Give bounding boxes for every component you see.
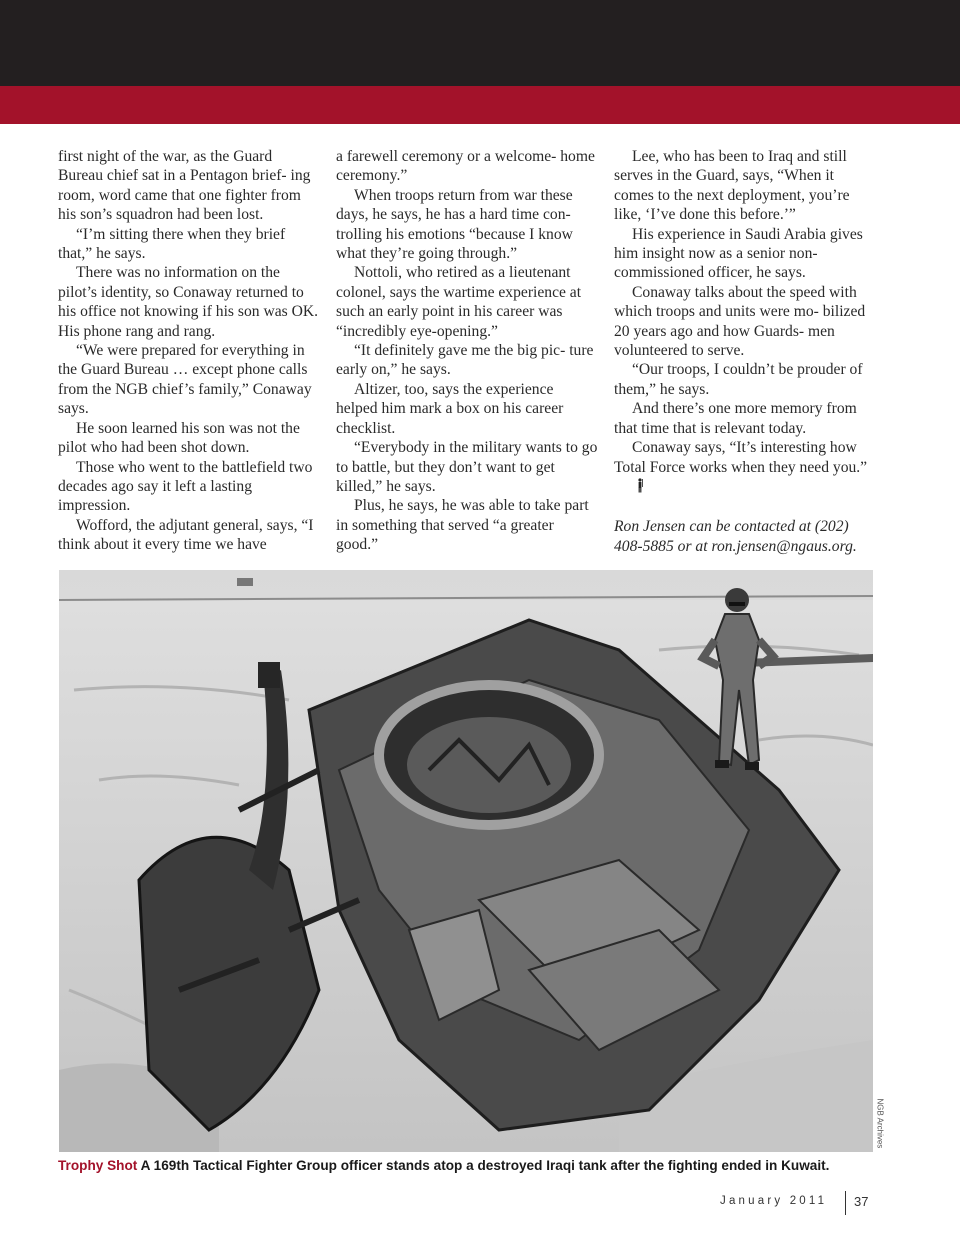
last-paragraph [614, 438, 876, 498]
paragraph: Wofford, the adjutant general, says, “I think about it every time we have [58, 516, 314, 554]
header-black-bar [0, 0, 960, 86]
paragraph: “Everybody in the military wants to go to battle, but they don’t want to get killed,” he says. [336, 439, 598, 495]
paragraph: There was no information on the pilot’s identity, so Conaway returned to his office not knowing if his son was OK. His phone rang and rang. [58, 264, 319, 340]
photo-credit [874, 1100, 886, 1160]
header-red-bar [0, 86, 960, 124]
minuteman-end-icon [618, 478, 644, 498]
paragraph: Lee, who has been to Iraq and still serves in the Guard, says, “When it comes to the next deployment, you’re like, ‘I’ve done this before.’” [614, 148, 850, 224]
photo-caption [58, 1158, 898, 1173]
paragraph: “It definitely gave me the big pic- ture early on,” he says. [336, 342, 594, 379]
paragraph: “I’m sitting there when they brief that,” he says. [58, 225, 286, 263]
caption-lead: Trophy Shot [58, 1158, 138, 1173]
text-column-3 [614, 147, 876, 556]
page-number: 37 [854, 1194, 869, 1209]
paragraph-text: Conaway says, “It’s interesting how Total Force works when they need you.” [614, 439, 868, 476]
paragraph: Nottoli, who retired as a lieutenant colonel, says the wartime experience at such an early point in his career was “incredibly eye-opening.” [336, 264, 582, 340]
paragraph: Plus, he says, he was able to take part in something that served “a greater good.” [336, 497, 589, 554]
paragraph: His experience in Saudi Arabia gives him insight now as a senior non- commissioned officer, he says. [614, 225, 863, 282]
paragraph: And there’s one more memory from that time that is relevant today. [614, 400, 857, 437]
paragraph: He soon learned his son was not the pilot who had been shot down. [58, 419, 300, 457]
caption-text: A 169th Tactical Fighter Group officer stands atop a destroyed Iraqi tank after the fighting ended in Kuwait. [137, 1158, 830, 1173]
text-column-1 [58, 147, 320, 555]
paragraph: Altizer, too, says the experience helped him mark a box on his career checklist. [336, 380, 564, 437]
footer-date: January 2011 [720, 1195, 828, 1207]
text-column-2 [336, 147, 598, 555]
photo-credit-text: NGB Archives [875, 1098, 885, 1149]
paragraph: a farewell ceremony or a welcome- home ceremony.” [336, 148, 595, 185]
paragraph: “Our troops, I couldn’t be prouder of them,” he says. [614, 361, 863, 398]
paragraph: “We were prepared for everything in the Guard Bureau … except phone calls from the NGB chief’s family,” Conaway says. [58, 342, 312, 418]
paragraph: When troops return from war these days, he says, he has a hard time con- trolling his emotions “because I know what they’re going through.” [336, 186, 573, 263]
tank-photo [59, 570, 873, 1152]
footer-divider [845, 1191, 846, 1215]
contact-line: Ron Jensen can be contacted at (202) 408-5885 or at ron.jensen@ngaus.org. [614, 518, 857, 555]
paragraph: first night of the war, as the Guard Bureau chief sat in a Pentagon brief- ing room, word came that one fighter from his son’s squadron had been lost. [58, 148, 311, 224]
paragraph: Conaway talks about the speed with which troops and units were mo- bilized 20 years ago and how Guards- men volunteered to serve. [614, 283, 866, 360]
paragraph: Those who went to the battlefield two decades ago say it left a lasting impression. [58, 458, 313, 515]
